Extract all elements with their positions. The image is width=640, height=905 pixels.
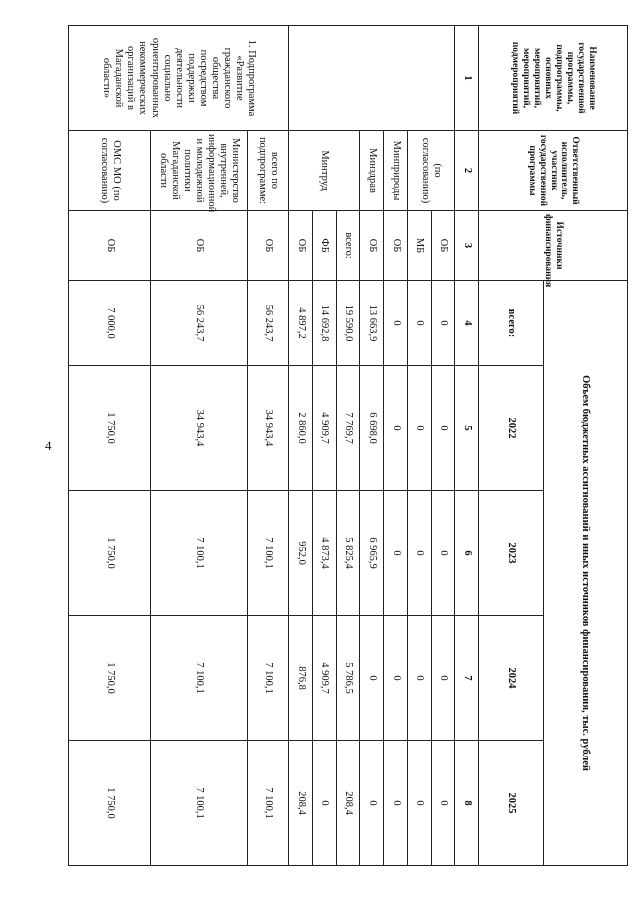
header-executor: Ответственный исполнитель, участник государственной программы (479, 131, 628, 211)
name-cell-empty (289, 26, 455, 131)
executor-cell: Минтруд (289, 131, 360, 211)
table-row (151, 26, 248, 866)
subprogram-name: 1. Подпрограмма «Развитие гражданского общества посредством поддержки деятельности социально ориентированных некоммерческих организаций в Магаданской области» (69, 26, 289, 131)
executor-cell: (по согласованию) (407, 131, 454, 211)
executor-cell: Министерство внутренней, информационной и молодежной политики Магаданской области (151, 131, 248, 211)
value-cell: 0 (360, 741, 384, 866)
value-cell: 0 (384, 491, 408, 616)
value-cell: 0 (407, 366, 431, 491)
source-cell: ОБ (248, 211, 289, 281)
source-cell: ОБ (384, 211, 408, 281)
header-year-2025: 2025 (479, 741, 544, 866)
source-cell: ФБ (312, 211, 336, 281)
source-cell: ОБ (360, 211, 384, 281)
col-number: 2 (455, 131, 479, 211)
header-name: Наименование государственной программы, подпрограммы, основных мероприятий, мероприятий, подмероприятий (479, 26, 628, 131)
value-cell: 0 (431, 281, 455, 366)
table-row (69, 26, 151, 866)
value-cell: 4 873,4 (312, 491, 336, 616)
value-cell: 1 750,0 (69, 741, 151, 866)
table-row (431, 26, 455, 866)
value-cell: 7 100,1 (151, 741, 248, 866)
source-cell: МБ (407, 211, 431, 281)
header-row-1 (543, 26, 627, 866)
value-cell: 34 943,4 (248, 366, 289, 491)
value-cell: 0 (384, 741, 408, 866)
source-cell: ОБ (151, 211, 248, 281)
value-cell: 34 943,4 (151, 366, 248, 491)
executor-cell: Минприроды (384, 131, 408, 211)
value-cell: 952,0 (289, 491, 313, 616)
table-row (336, 26, 360, 866)
source-cell: ОБ (69, 211, 151, 281)
header-year-total: всего: (479, 281, 544, 366)
value-cell: 6 698,0 (360, 366, 384, 491)
source-cell: ОБ (289, 211, 313, 281)
column-numbers-row (455, 26, 479, 866)
table-row (384, 26, 408, 866)
source-cell: всего: (336, 211, 360, 281)
header-year-2023: 2023 (479, 491, 544, 616)
value-cell: 19 590,0 (336, 281, 360, 366)
value-cell: 0 (360, 616, 384, 741)
value-cell: 0 (407, 616, 431, 741)
table-row (360, 26, 384, 866)
value-cell: 2 860,0 (289, 366, 313, 491)
executor-cell: Минздрав (360, 131, 384, 211)
value-cell: 56 243,7 (151, 281, 248, 366)
value-cell: 0 (431, 491, 455, 616)
value-cell: 4 909,7 (312, 616, 336, 741)
value-cell: 4 909,7 (312, 366, 336, 491)
value-cell: 5 825,4 (336, 491, 360, 616)
value-cell: 208,4 (336, 741, 360, 866)
col-number: 8 (455, 741, 479, 866)
header-volume: Объем бюджетных ассигнований и иных источников финансирования, тыс. рублей (543, 281, 627, 866)
page-number: 4 (45, 438, 52, 453)
value-cell: 7 100,1 (151, 491, 248, 616)
value-cell: 6 965,9 (360, 491, 384, 616)
col-number: 1 (455, 26, 479, 131)
executor-cell: ОМС МО (по согласованию) (69, 131, 151, 211)
value-cell: 56 243,7 (248, 281, 289, 366)
value-cell: 0 (407, 741, 431, 866)
value-cell: 0 (384, 281, 408, 366)
value-cell: 7 100,1 (151, 616, 248, 741)
value-cell: 14 692,8 (312, 281, 336, 366)
table-row (248, 26, 289, 866)
header-source: Источники финансирования (479, 211, 628, 281)
value-cell: 7 100,1 (248, 741, 289, 866)
executor-cell: всего по подпрограмме: (248, 131, 289, 211)
header-year-2024: 2024 (479, 616, 544, 741)
value-cell: 0 (431, 741, 455, 866)
source-cell: ОБ (431, 211, 455, 281)
value-cell: 4 897,2 (289, 281, 313, 366)
value-cell: 5 786,5 (336, 616, 360, 741)
col-number: 5 (455, 366, 479, 491)
value-cell: 1 750,0 (69, 616, 151, 741)
header-year-2022: 2022 (479, 366, 544, 491)
col-number: 4 (455, 281, 479, 366)
value-cell: 0 (407, 491, 431, 616)
value-cell: 7 769,7 (336, 366, 360, 491)
col-number: 6 (455, 491, 479, 616)
value-cell: 13 663,9 (360, 281, 384, 366)
value-cell: 7 100,1 (248, 491, 289, 616)
rotated-table-wrapper (68, 25, 628, 865)
value-cell: 0 (431, 616, 455, 741)
value-cell: 208,4 (289, 741, 313, 866)
value-cell: 7 100,1 (248, 616, 289, 741)
col-number: 3 (455, 211, 479, 281)
value-cell: 876,8 (289, 616, 313, 741)
value-cell: 0 (384, 366, 408, 491)
value-cell: 0 (407, 281, 431, 366)
financing-table (68, 25, 628, 866)
value-cell: 1 750,0 (69, 366, 151, 491)
value-cell: 0 (312, 741, 336, 866)
value-cell: 0 (431, 366, 455, 491)
col-number: 7 (455, 616, 479, 741)
value-cell: 1 750,0 (69, 491, 151, 616)
value-cell: 0 (384, 616, 408, 741)
value-cell: 7 000,0 (69, 281, 151, 366)
